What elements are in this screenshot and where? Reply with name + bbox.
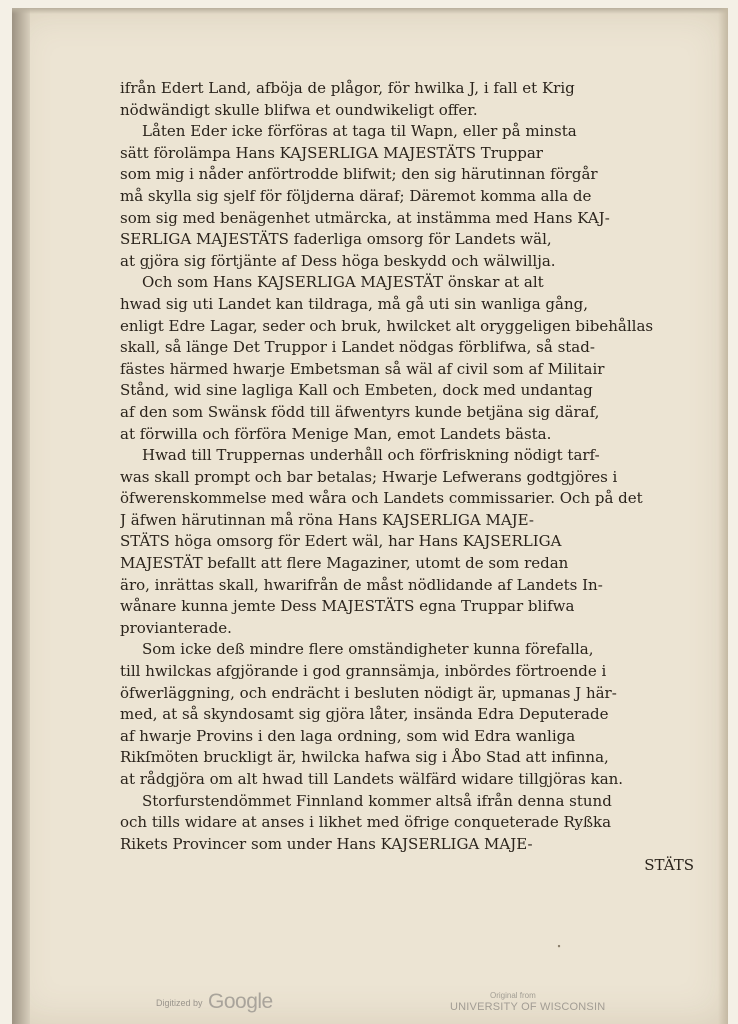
text-line: skall, så länge Det Truppor i Landet nödgas förblifwa, så stad- — [120, 338, 595, 357]
body-text — [120, 78, 698, 877]
text-line: SERLIGA MAJESTÄTS faderliga omsorg för Landets wäl, — [120, 230, 552, 249]
text-line: af den som Swänsk född till äfwentyrs kunde betjäna sig däraf, — [120, 402, 600, 421]
text-line: Rikets Provincer som under Hans KAJSERLIGA MAJE- — [120, 834, 533, 853]
page-right-edge — [718, 8, 728, 1024]
text-line: STÄTS — [644, 856, 694, 875]
text-line: J äfwen härutinnan må röna Hans KAJSERLIGA MAJE- — [120, 510, 534, 529]
text-line: må skylla sig sjelf för följderna däraf; Däremot komma alla de — [120, 186, 592, 205]
text-line: ifrån Edert Land, afböja de plågor, för hwilka J, i fall et Krig — [120, 79, 575, 97]
digitized-by-label: Digitized by — [156, 998, 203, 1008]
text-line: och tills widare at anses i likhet med öfrige conqueterade Ryßka — [120, 813, 612, 832]
text-line: hwad sig uti Landet kan tildraga, må gå uti sin wanliga gång, — [120, 294, 589, 313]
text-line: was skall prompt och bar betalas; Hwarje Lefwerans godtgjöres i — [120, 467, 618, 486]
text-line: nödwändigt skulle blifwa et oundwikeligt offer. — [120, 100, 478, 119]
text-line: fästes härmed hwarje Embetsman så wäl af civil som af Militair — [120, 359, 605, 378]
text-line: at gjöra sig förtjänte af Dess höga beskydd och wälwillja. — [120, 251, 556, 270]
google-logo: Google — [208, 990, 273, 1013]
text-line: MAJESTÄT befallt att flere Magaziner, utomt de som redan — [120, 554, 569, 573]
university-label: UNIVERSITY OF WISCONSIN — [450, 1001, 606, 1013]
text-line: Som icke deß mindre flere omständigheter kunna förefalla, — [142, 640, 594, 659]
text-line: öfwerenskommelse med wåra och Landets commissarier. Och på det — [120, 489, 643, 508]
text-line: till hwilckas afgjörande i god grannsämja, inbördes förtroende i — [120, 662, 607, 681]
footer — [0, 988, 738, 1014]
text-line: Rikſmöten bruckligt är, hwilcka hafwa sig i Åbo Stad att infinna, — [120, 748, 609, 767]
text-line: Och som Hans KAJSERLIGA MAJESTÄT önskar at alt — [142, 273, 544, 292]
text-line: Låten Eder icke förföras at taga til Wapn, eller på minsta — [142, 122, 577, 141]
text-line: STÄTS höga omsorg för Edert wäl, har Hans KAJSERLIGA — [120, 532, 562, 551]
text-line: provianterade. — [120, 618, 232, 637]
text-line: at rådgjöra om alt hwad till Landets wälfärd widare tillgjöras kan. — [120, 770, 624, 788]
text-line: Storfurstendömmet Finnland kommer altså ifrån denna stund — [142, 791, 612, 810]
text-line: Stånd, wid sine lagliga Kall och Embeten, dock med undantag — [120, 381, 593, 400]
original-from-label: Original from — [490, 991, 536, 1000]
text-line: Hwad till Truppernas underhåll och förfriskning nödigt tarf- — [142, 446, 600, 465]
text-line: enligt Edre Lagar, seder och bruk, hwilcket alt oryggeligen bibehållas — [120, 316, 654, 335]
text-line: som mig i nåder anförtrodde blifwit; den sig härutinnan förgår — [120, 165, 598, 184]
ink-mark: ⸼ — [558, 932, 562, 948]
text-line: som sig med benägenhet utmärcka, at instämma med Hans KAJ- — [120, 208, 610, 227]
text-line: öfwerläggning, och endrächt i besluten nödigt är, upmanas J här- — [120, 683, 617, 702]
text-line: wånare kunna jemte Dess MAJESTÄTS egna Truppar blifwa — [120, 597, 575, 616]
text-line: sätt förolämpa Hans KAJSERLIGA MAJESTÄTS Truppar — [120, 143, 543, 162]
text-line: at förwilla och förföra Menige Man, emot Landets bästa. — [120, 424, 552, 443]
page-spine-shadow — [12, 8, 30, 1024]
text-line: med, at så skyndosamt sig gjöra låter, insända Edra Deputerade — [120, 705, 609, 724]
text-line: af hwarje Provins i den laga ordning, som wid Edra wanliga — [120, 726, 576, 745]
page-top-edge — [12, 8, 728, 14]
text-line: äro, inrättas skall, hwarifrån de måst nödlidande af Landets In- — [120, 575, 603, 594]
